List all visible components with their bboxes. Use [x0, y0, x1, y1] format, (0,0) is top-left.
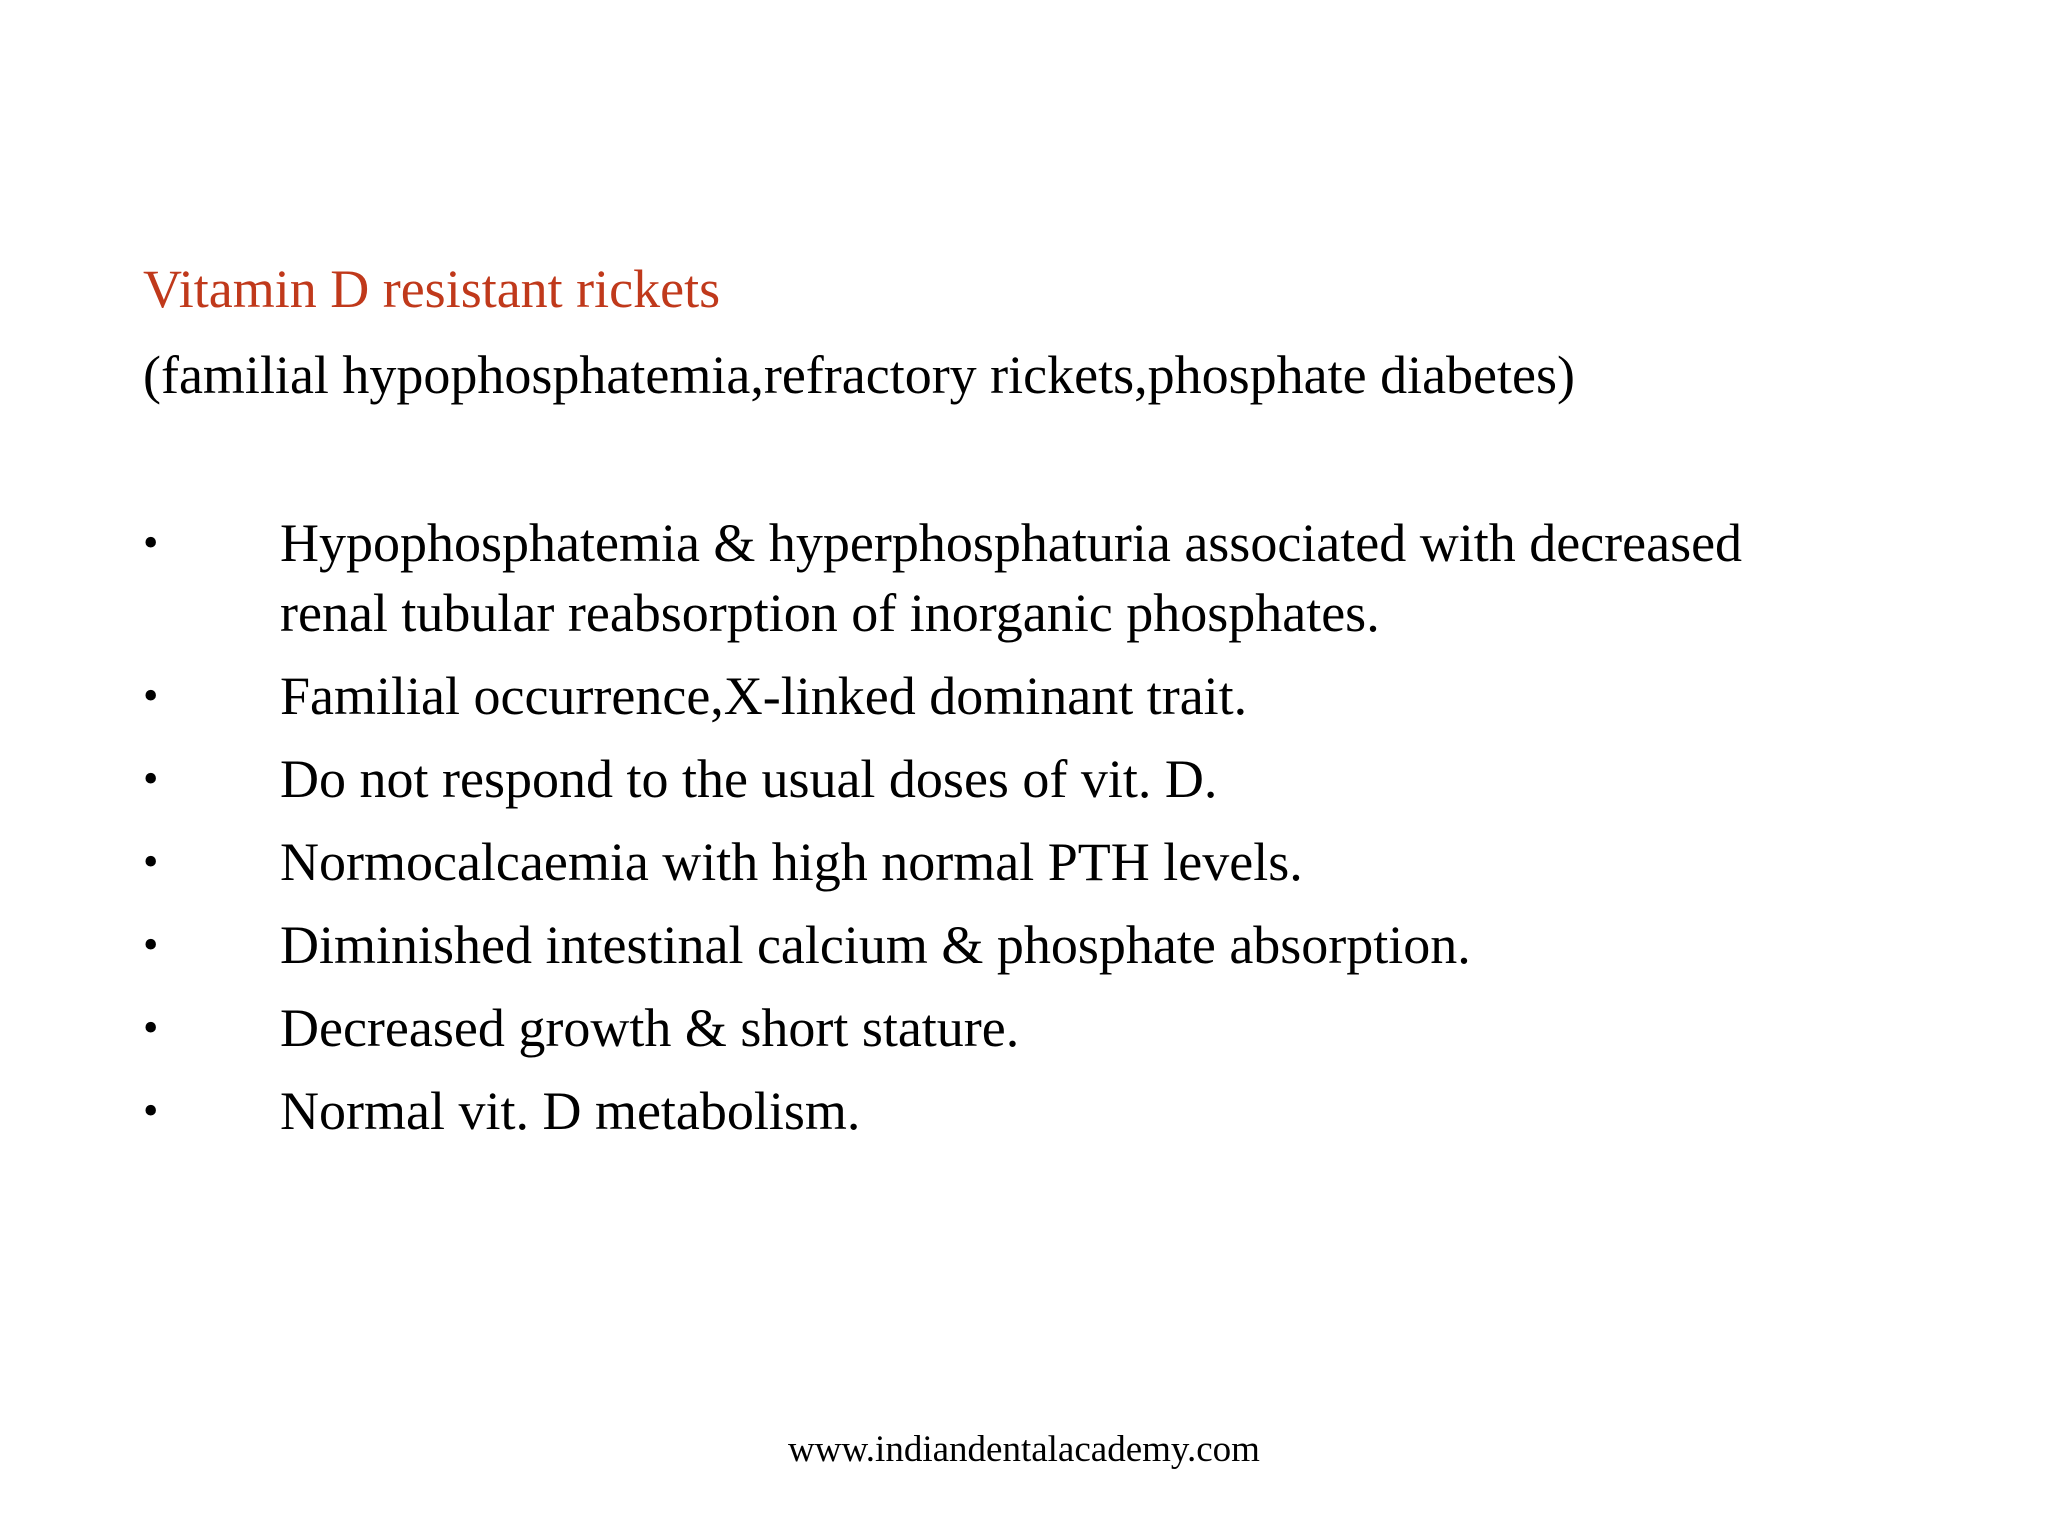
bullet-marker: •: [143, 837, 159, 886]
bullet-item: [143, 910, 1943, 980]
bullet-list: [143, 508, 1943, 1159]
slide-subtitle: (familial hypophosphatemia,refractory rickets,phosphate diabetes): [143, 345, 1575, 405]
bullet-marker: •: [143, 920, 159, 969]
slide-title: Vitamin D resistant rickets: [143, 259, 721, 319]
bullet-text: Diminished intestinal calcium & phosphate absorption.: [280, 915, 1471, 975]
bullet-text: Normocalcaemia with high normal PTH levels.: [280, 832, 1303, 892]
bullet-item: [143, 661, 1943, 731]
bullet-text: Normal vit. D metabolism.: [280, 1081, 861, 1141]
bullet-marker: •: [143, 1086, 159, 1135]
bullet-marker: •: [143, 1003, 159, 1052]
bullet-marker: •: [143, 671, 159, 720]
bullet-item: [143, 1076, 1943, 1146]
bullet-item: [143, 993, 1943, 1063]
bullet-marker: •: [143, 754, 159, 803]
bullet-text: Familial occurrence,X-linked dominant trait.: [280, 666, 1248, 726]
bullet-text-line: renal tubular reabsorption of inorganic phosphates.: [280, 583, 1380, 643]
bullet-marker: •: [143, 518, 159, 567]
bullet-text: [280, 508, 1940, 648]
footer-url: www.indiandentalacademy.com: [788, 1429, 1260, 1470]
bullet-text: Decreased growth & short stature.: [280, 998, 1020, 1058]
bullet-text: Do not respond to the usual doses of vit. D.: [280, 749, 1218, 809]
bullet-item: [143, 827, 1943, 897]
bullet-item: [143, 744, 1943, 814]
bullet-item: [143, 508, 1943, 648]
bullet-text-line: Hypophosphatemia & hyperphosphaturia associated with decreased: [280, 513, 1743, 573]
